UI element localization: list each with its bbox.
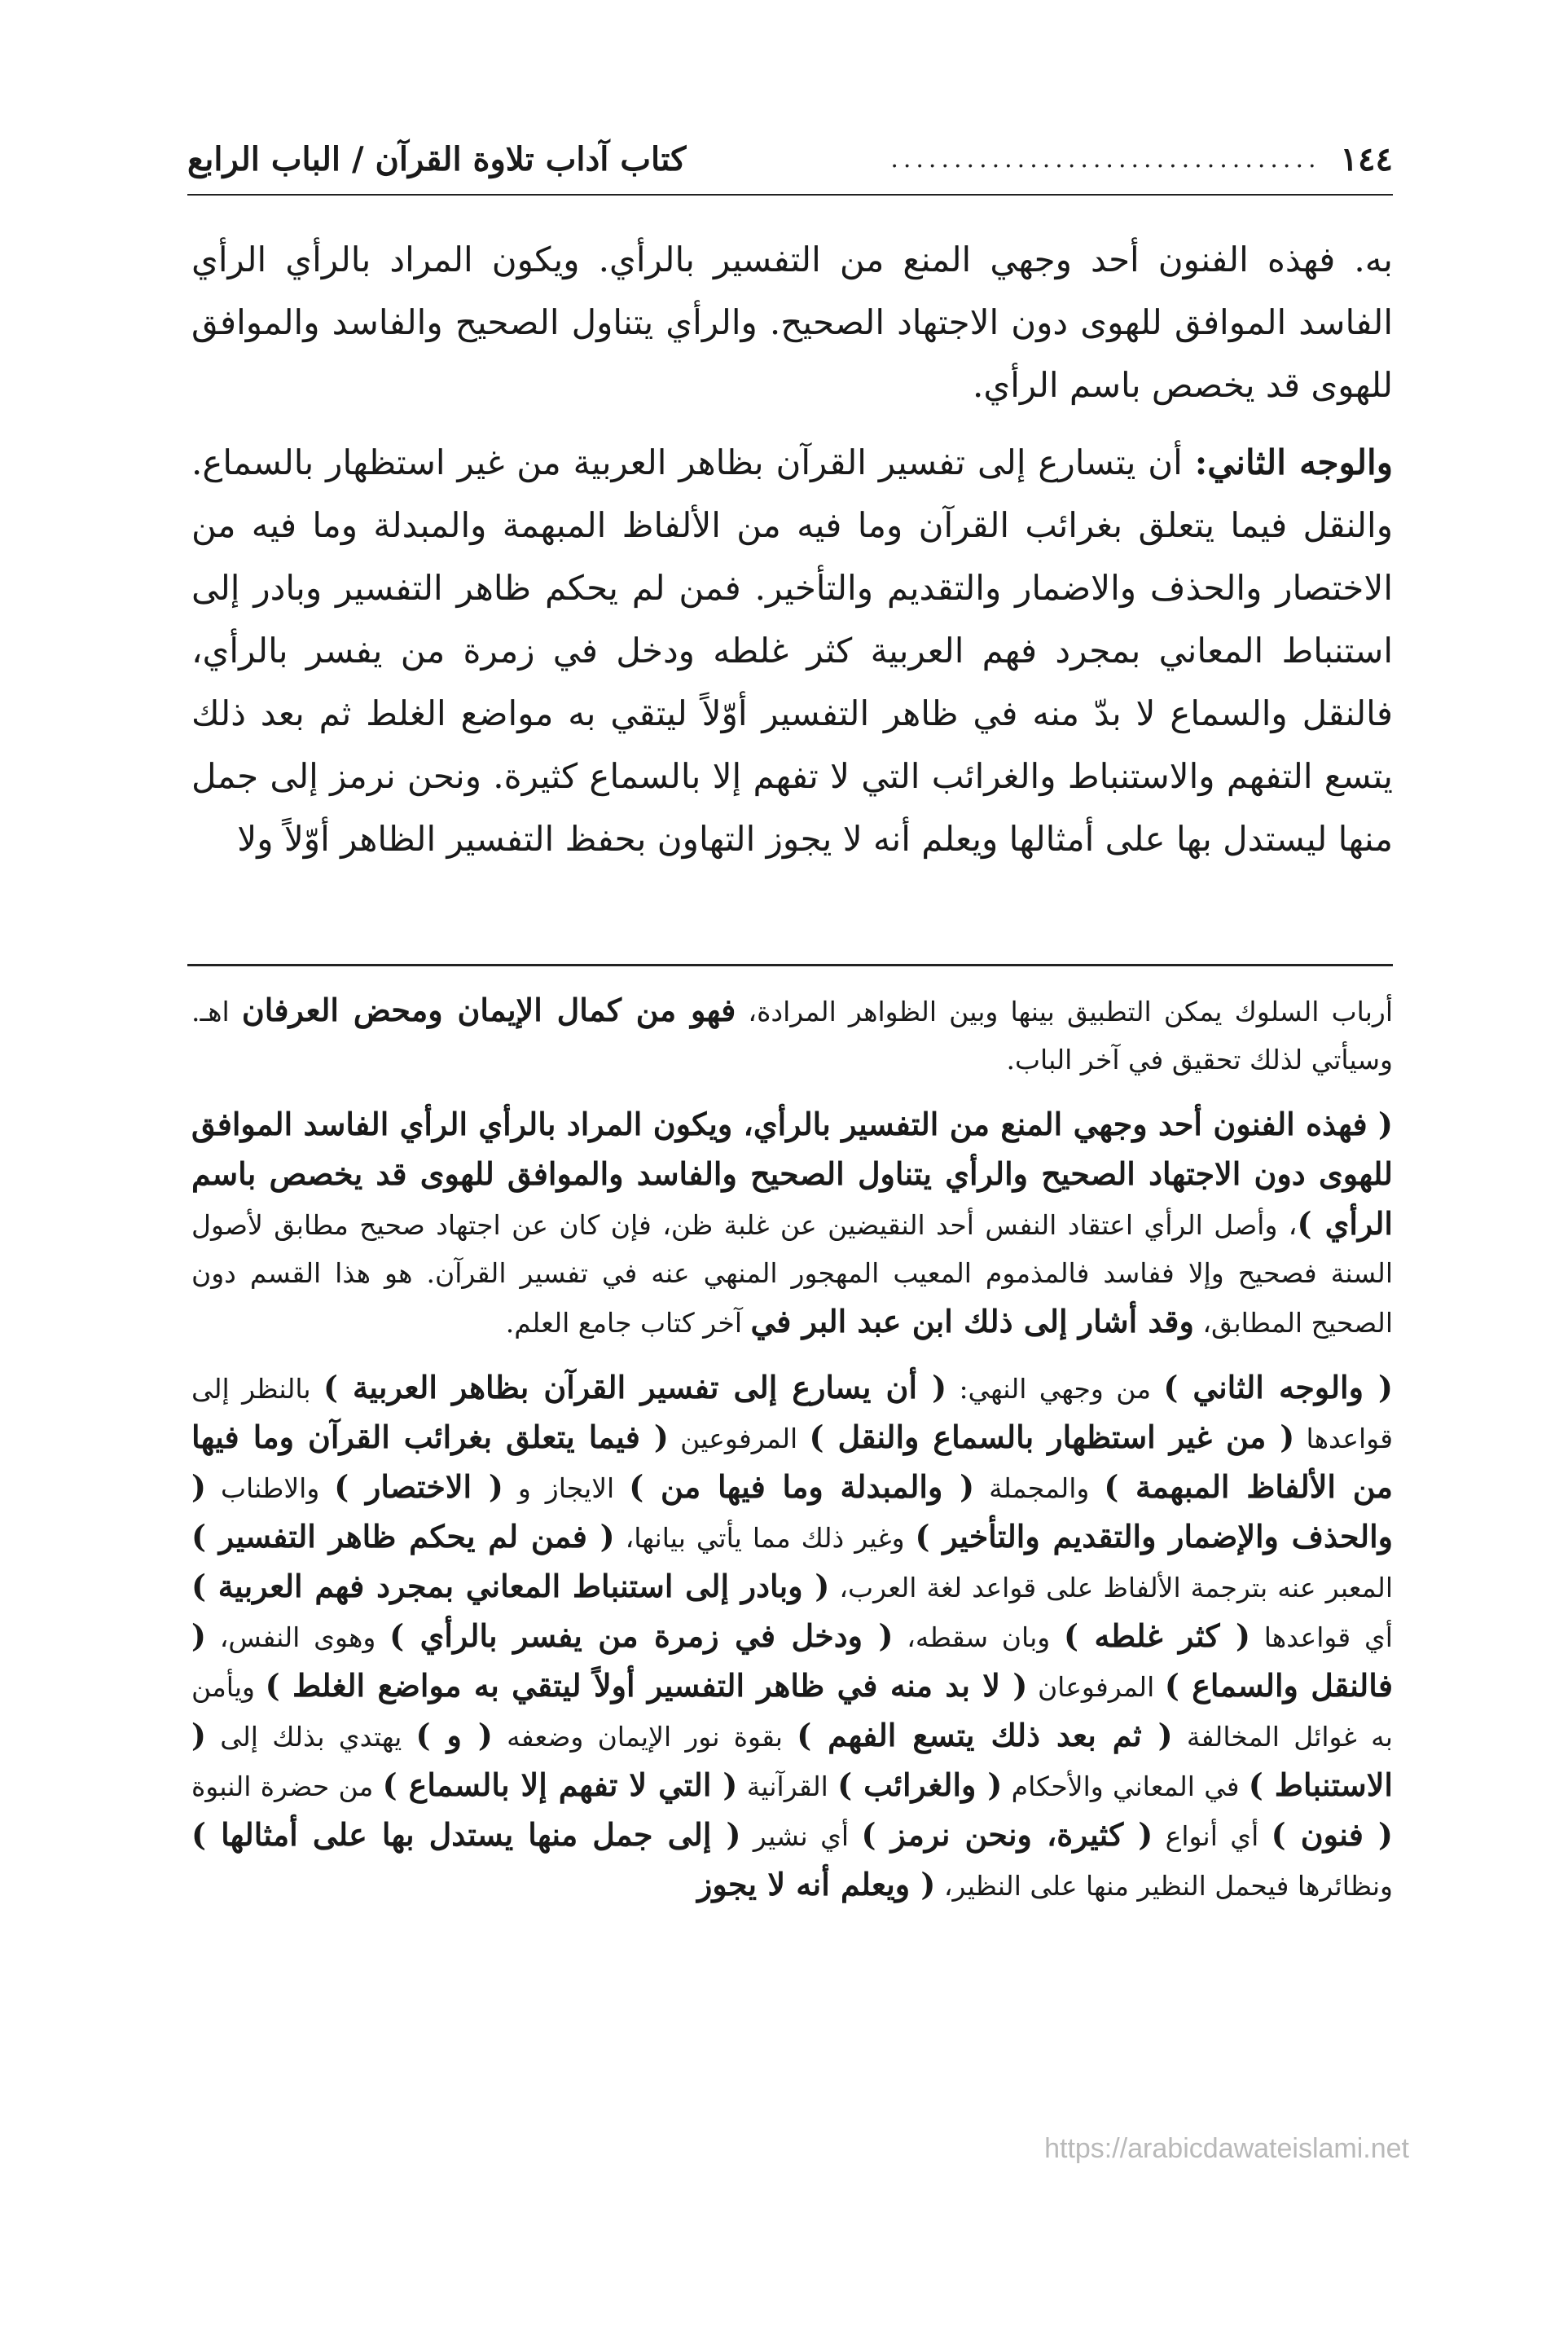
- commentary-text-segment: المعبر عنه بترجمة الألفاظ على قواعد لغة العرب،: [829, 1572, 1393, 1603]
- bold-quote-segment: ( والمبدلة وما فيها من ): [629, 1468, 975, 1505]
- bold-quote-segment: ( كثر غلطه ): [1063, 1617, 1250, 1654]
- commentary-text-segment: أرباب السلوك يمكن التطبيق بينها وبين الظواهر المرادة،: [736, 996, 1393, 1027]
- bold-quote-segment: ( فيما يتعلق بغرائب القرآن وما فيها من الألفاظ المبهمة ): [191, 1419, 1394, 1505]
- commentary-text-segment: ونظائرها فيحمل النظير منها على النظير،: [935, 1870, 1393, 1902]
- commentary-text-segment: والمجملة: [974, 1472, 1105, 1504]
- commentary-paragraph: [191, 986, 1393, 1084]
- bold-quote-segment: ( و ): [415, 1717, 493, 1753]
- bold-quote-segment: ( لا بد منه في ظاهر التفسير أولاً ليتقي به مواضع الغلط ): [265, 1667, 1028, 1704]
- commentary-text-segment: والاطناب: [205, 1472, 335, 1504]
- commentary: [191, 986, 1393, 1926]
- commentary-text-segment: القرآنية: [737, 1771, 838, 1802]
- commentary-text-segment: يهتدي بذلك إلى: [205, 1721, 416, 1753]
- bold-quote-segment: فهو من كمال الإيمان ومحض العرفان: [241, 992, 736, 1028]
- bold-quote-segment: ( وبادر إلى استنباط المعاني بمجرد فهم العربية ): [191, 1568, 830, 1604]
- main-text: [191, 228, 1393, 885]
- bold-quote-segment: ( من غير استظهار بالسماع والنقل ): [809, 1419, 1295, 1455]
- main-paragraph-2: [191, 431, 1393, 870]
- bold-quote-segment: وقد أشار إلى ذلك ابن عبد البر في: [750, 1303, 1194, 1339]
- bold-quote-segment: ( إلى جمل منها يستدل بها على أمثالها ): [191, 1816, 741, 1853]
- running-header: [187, 130, 1393, 187]
- commentary-paragraph: [191, 1100, 1393, 1347]
- commentary-text-segment: المرفوعين: [668, 1423, 810, 1454]
- bold-quote-segment: ( والحذف والإضمار والتقديم والتأخير ): [191, 1468, 1393, 1555]
- commentary-text-segment: أي نشير: [740, 1820, 862, 1852]
- commentary-text-segment: ويأمن به غوائل المخالفة: [191, 1671, 1393, 1753]
- commentary-text-segment: أي قواعدها: [1250, 1621, 1393, 1653]
- commentary-text-segment: اهـ. وسيأتي لذلك تحقيق في آخر الباب.: [191, 996, 1393, 1076]
- commentary-text-segment: في المعاني والأحكام: [1002, 1771, 1249, 1802]
- bold-quote-segment: ( والغرائب ): [837, 1766, 1003, 1803]
- bold-quote-segment: ( فهذه الفنون أحد وجهي المنع من التفسير بالرأي، ويكون المراد بالرأي الرأي الفاسد الموافق للهوى دون الاجتهاد الصحيح والرأي يتناول الصحيح والفاسد والموافق للهوى قد يخصص باسم الرأي ): [191, 1106, 1393, 1242]
- commentary-paragraph: [191, 1363, 1393, 1910]
- commentary-text-segment: أي أنواع: [1153, 1820, 1272, 1852]
- commentary-text-segment: الايجاز و: [503, 1472, 630, 1504]
- header-rule: [187, 194, 1393, 196]
- main-paragraph-2-text: أن يتسارع إلى تفسير القرآن بظاهر العربية من غير استظهار بالسماع. والنقل فيما يتعلق بغرائب القرآن وما فيه من الألفاظ المبهمة والمبدلة وما فيه من الاختصار والحذف والاضمار والتقديم والتأخير. فمن لم يحكم ظاهر التفسير وبادر إلى استنباط المعاني بمجرد فهم العربية كثر غلطه ودخل في زمرة من يفسر بالرأي، فالنقل والسماع لا بدّ منه في ظاهر التفسير أوّلاً ليتقي به مواضع الغلط ثم بعد ذلك يتسع التفهم والاستنباط والغرائب التي لا تفهم إلا بالسماع كثيرة. ونحن نرمز إلى جمل منها ليستدل بها على أمثالها ويعلم أنه لا يجوز التهاون بحفظ التفسير الظاهر أوّلاً ولا: [191, 442, 1393, 859]
- leader-dots: ..................................: [890, 144, 1321, 174]
- commentary-text-segment: المرفوعان: [1027, 1671, 1165, 1703]
- bold-quote-segment: ( ودخل في زمرة من يفسر بالرأي ): [389, 1617, 894, 1654]
- header-title: كتاب آداب تلاوة القرآن / الباب الرابع: [187, 139, 687, 178]
- bold-quote-segment: ( أن يسارع إلى تفسير القرآن بظاهر العربية ): [323, 1369, 947, 1405]
- bold-quote-segment: ( الاستنباط ): [191, 1717, 1393, 1803]
- bold-quote-segment: ( فنون ): [1271, 1816, 1393, 1853]
- bold-quote-segment: ( فالنقل والسماع ): [191, 1617, 1394, 1704]
- commentary-text-segment: آخر كتاب جامع العلم.: [505, 1307, 751, 1339]
- watermark-url: https://arabicdawateislami.net: [1044, 2133, 1409, 2164]
- bold-quote-segment: ( ويعلم أنه لا يجوز: [697, 1866, 936, 1903]
- bold-quote-segment: ( كثيرة، ونحن نرمز ): [861, 1816, 1153, 1853]
- commentary-text-segment: ، وأصل الرأي اعتقاد النفس أحد النقيضين عن غلبة ظن، فإن كان عن اجتهاد صحيح مطابق لأصول السنة فصحيح وإلا ففاسد فالمذموم المعيب المهجور المنهي عنه في تفسير القرآن. هو هذا القسم دون الصحيح المطابق،: [191, 1209, 1393, 1339]
- bold-quote-segment: ( والوجه الثاني ): [1163, 1369, 1393, 1405]
- bold-quote-segment: ( الاختصار ): [334, 1468, 503, 1505]
- commentary-text-segment: بالنظر إلى قواعدها: [191, 1373, 1393, 1454]
- bold-quote-segment: ( فمن لم يحكم ظاهر التفسير ): [191, 1518, 615, 1555]
- bold-quote-segment: ( ثم بعد ذلك يتسع الفهم ): [797, 1717, 1173, 1753]
- bold-quote-segment: ( التي لا تفهم إلا بالسماع ): [382, 1766, 738, 1803]
- commentary-text-segment: من وجهي النهي:: [947, 1373, 1164, 1405]
- commentary-text-segment: وبان سقطه،: [893, 1621, 1064, 1653]
- commentary-text-segment: وغير ذلك مما يأتي بيانها،: [614, 1522, 916, 1554]
- main-paragraph-1: به. فهذه الفنون أحد وجهي المنع من التفسير بالرأي. ويكون المراد بالرأي الرأي الفاسد الموافق للهوى دون الاجتهاد الصحيح. والرأي يتناول الصحيح والفاسد والموافق للهوى قد يخصص باسم الرأي.: [191, 240, 1393, 405]
- commentary-text-segment: وهوى النفس،: [205, 1621, 390, 1653]
- commentary-text-segment: من حضرة النبوة: [191, 1771, 383, 1802]
- commentary-separator: [187, 964, 1393, 966]
- section-lead: والوجه الثاني:: [1194, 442, 1394, 482]
- page-number: ١٤٤: [1340, 139, 1393, 178]
- commentary-text-segment: بقوة نور الإيمان وضعفه: [492, 1721, 797, 1753]
